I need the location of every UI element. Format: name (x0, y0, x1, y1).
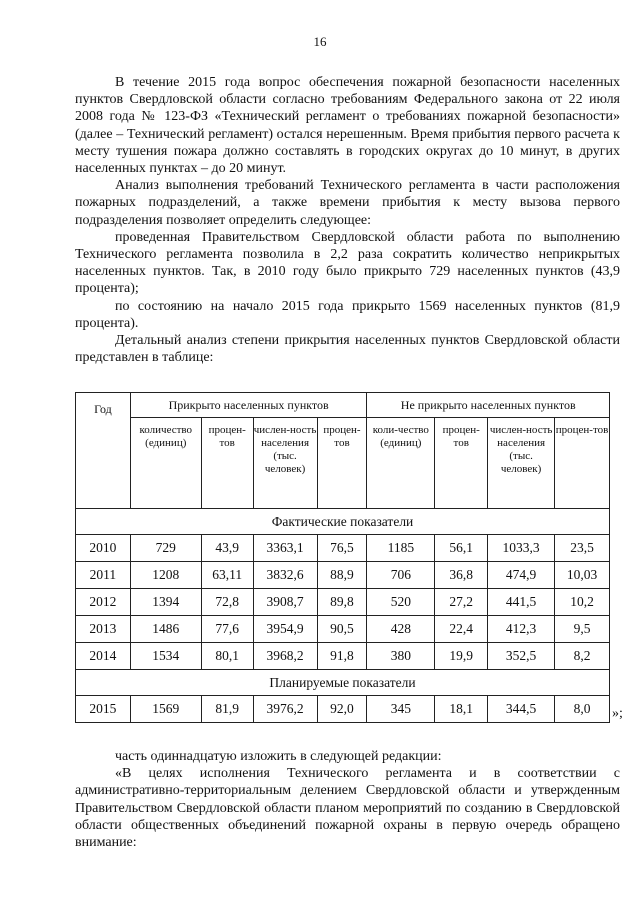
table-cell: 92,0 (317, 696, 367, 723)
section-planned: Планируемые показатели (76, 670, 610, 696)
page-number: 16 (313, 34, 327, 49)
table-cell: 412,3 (488, 616, 555, 643)
table-cell: 9,5 (555, 616, 610, 643)
table-row (76, 696, 610, 723)
coverage-table (75, 392, 610, 723)
column-header: числен-ность населения (тыс. человек) (488, 418, 555, 509)
table-row (76, 643, 610, 670)
table-cell: 428 (367, 616, 435, 643)
table-cell: 81,9 (201, 696, 253, 723)
covered-group-header: Прикрыто населенных пунктов (130, 393, 367, 418)
column-header: процен-тов (201, 418, 253, 509)
paragraph: «В целях исполнения Технического регламента и в соответствии с административно-территориальным делением Свердловской области и утвержденным Правительством Свердловской области планом мероприятий по созданию в Свердловской области общественных объединений пожарной охраны в первую очередь обращено внимание: (75, 766, 620, 851)
table-cell: 3954,9 (253, 616, 317, 643)
table-cell: 72,8 (201, 589, 253, 616)
table-cell: 3908,7 (253, 589, 317, 616)
column-header: количество (единиц) (130, 418, 201, 509)
table-row (76, 616, 610, 643)
table-cell: 63,11 (201, 562, 253, 589)
table-cell: 23,5 (555, 535, 610, 562)
table-cell: 90,5 (317, 616, 367, 643)
table-cell: 18,1 (435, 696, 488, 723)
table-cell: 10,03 (555, 562, 610, 589)
table-cell: 474,9 (488, 562, 555, 589)
column-header: числен-ность населения (тыс. человек) (253, 418, 317, 509)
table-cell: 441,5 (488, 589, 555, 616)
section-actual: Фактические показатели (76, 509, 610, 535)
table-cell: 345 (367, 696, 435, 723)
intro-text (75, 74, 620, 366)
table-cell: 1534 (130, 643, 201, 670)
table-cell: 88,9 (317, 562, 367, 589)
table-cell: 3968,2 (253, 643, 317, 670)
table-cell: 80,1 (201, 643, 253, 670)
column-header: процен-тов (317, 418, 367, 509)
table-row (76, 589, 610, 616)
amendment-text (75, 748, 620, 851)
table-cell: 27,2 (435, 589, 488, 616)
table-row (76, 535, 610, 562)
table-cell: 2014 (76, 643, 131, 670)
paragraph: В течение 2015 года вопрос обеспечения пожарной безопасности населенных пунктов Свердловской области согласно требованиям Федерального закона от 22 июля 2008 года № 123-ФЗ «Технический регламент о требованиях пожарной безопасности» (далее – Технический регламент) остался нерешенным. Время прибытия первого расчета к месту тушения пожара должно составлять в городских округах до 10 минут, в других населенных пунктах – до 20 минут. (75, 75, 620, 177)
year-header: Год (76, 393, 131, 509)
paragraph: Детальный анализ степени прикрытия населенных пунктов Свердловской области представлен в таблице: (75, 333, 620, 366)
table-cell: 91,8 (317, 643, 367, 670)
table-cell: 352,5 (488, 643, 555, 670)
paragraph: по состоянию на начало 2015 года прикрыто 1569 населенных пунктов (81,9 процента). (75, 298, 620, 331)
closing-quote-mark: »; (612, 706, 623, 721)
table-cell: 344,5 (488, 696, 555, 723)
table-cell: 43,9 (201, 535, 253, 562)
table-cell: 36,8 (435, 562, 488, 589)
table-cell: 19,9 (435, 643, 488, 670)
table-cell: 8,0 (555, 696, 610, 723)
table-cell: 1569 (130, 696, 201, 723)
table-cell: 380 (367, 643, 435, 670)
paragraph: Анализ выполнения требований Технического регламента в части расположения пожарных подразделений, а также времени прибытия к месту вызова первого подразделения позволяет определить следующее: (75, 178, 620, 228)
table-cell: 729 (130, 535, 201, 562)
uncovered-group-header: Не прикрыто населенных пунктов (367, 393, 610, 418)
table-cell: 22,4 (435, 616, 488, 643)
column-header: коли-чество (единиц) (367, 418, 435, 509)
table-cell: 10,2 (555, 589, 610, 616)
table-cell: 1185 (367, 535, 435, 562)
table-cell: 56,1 (435, 535, 488, 562)
paragraph: проведенная Правительством Свердловской области работа по выполнению Технического регламента позволила в 2,2 раза сократить количество неприкрытых населенных пунктов. Так, в 2010 году было прикрыто 729 населенных пунктов (43,9 процента); (75, 229, 620, 297)
table-cell: 77,6 (201, 616, 253, 643)
table-cell: 8,2 (555, 643, 610, 670)
table-cell: 3832,6 (253, 562, 317, 589)
table-cell: 76,5 (317, 535, 367, 562)
table-cell: 3976,2 (253, 696, 317, 723)
paragraph: часть одиннадцатую изложить в следующей редакции: (115, 749, 442, 764)
column-header: процен-тов (435, 418, 488, 509)
table-cell: 89,8 (317, 589, 367, 616)
column-header: процен-тов (555, 418, 610, 509)
table-cell: 1394 (130, 589, 201, 616)
table-cell: 520 (367, 589, 435, 616)
table-cell: 1033,3 (488, 535, 555, 562)
table-row (76, 562, 610, 589)
table-cell: 2013 (76, 616, 131, 643)
table-cell: 3363,1 (253, 535, 317, 562)
table-cell: 2010 (76, 535, 131, 562)
table-cell: 706 (367, 562, 435, 589)
table-cell: 2011 (76, 562, 131, 589)
table-cell: 2012 (76, 589, 131, 616)
table-cell: 1208 (130, 562, 201, 589)
table-cell: 1486 (130, 616, 201, 643)
table-cell: 2015 (76, 696, 131, 723)
